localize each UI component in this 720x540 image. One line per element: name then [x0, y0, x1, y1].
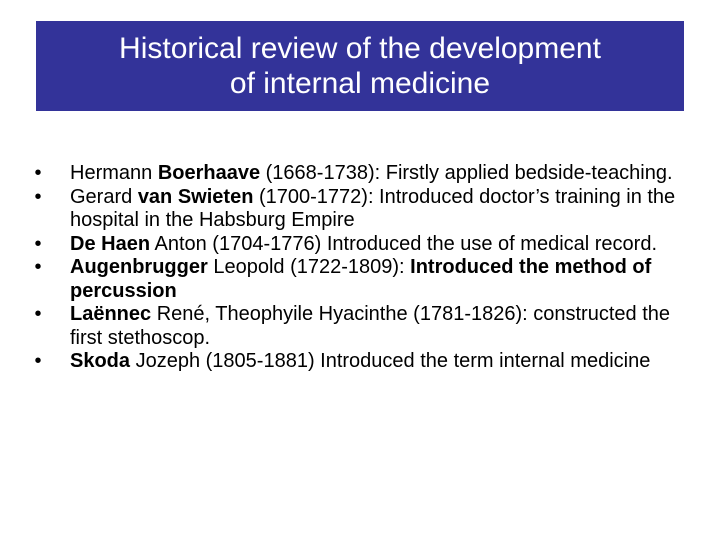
bullet-icon: •	[34, 232, 42, 255]
bullet-item	[28, 303, 680, 350]
bullet-bold-text: van Swieten	[137, 185, 254, 208]
bullet-text: (1700-1772): Introduced doctor’s training in the hospital in the Habsburg Empire	[70, 185, 676, 231]
bullet-item	[28, 162, 680, 186]
bullet-item	[28, 233, 680, 257]
bullet-text: Hermann	[70, 162, 158, 184]
bullet-text: Leopold (1722-1809):	[207, 256, 411, 278]
bullet-bold-text: De Haen	[70, 232, 151, 255]
bullet-text: Jozeph (1805-1881) Introduced the term internal medicine	[130, 350, 651, 372]
bullet-item	[28, 256, 680, 303]
slide-title: Historical review of the development of internal medicine	[119, 32, 601, 100]
bullet-text: (1668-1738): Firstly applied bedside-teaching.	[260, 162, 673, 184]
bullet-icon: •	[34, 185, 42, 208]
bullet-text: Anton (1704-1776) Introduced the use of medical record.	[150, 232, 658, 255]
bullet-item	[28, 350, 680, 374]
bullet-icon: •	[34, 162, 42, 184]
bullet-bold-text: Skoda	[70, 350, 131, 372]
bullet-item	[28, 186, 680, 233]
bullet-icon: •	[34, 303, 42, 325]
bullet-bold-text: Introduced the method of percussion	[70, 256, 652, 302]
bullet-bold-text: Boerhaave	[157, 162, 261, 184]
bullet-bold-text: Augenbrugger	[70, 256, 208, 278]
bullet-text: Gerard	[70, 185, 138, 208]
title-banner	[36, 21, 684, 111]
bullet-text: René, Theophyile Hyacinthe (1781-1826): constructed the first stethoscop.	[70, 303, 670, 349]
bullet-icon: •	[34, 350, 42, 372]
bullet-icon: •	[34, 256, 42, 278]
bullet-bold-text: Laënnec	[70, 303, 152, 325]
bullet-list	[28, 162, 680, 374]
